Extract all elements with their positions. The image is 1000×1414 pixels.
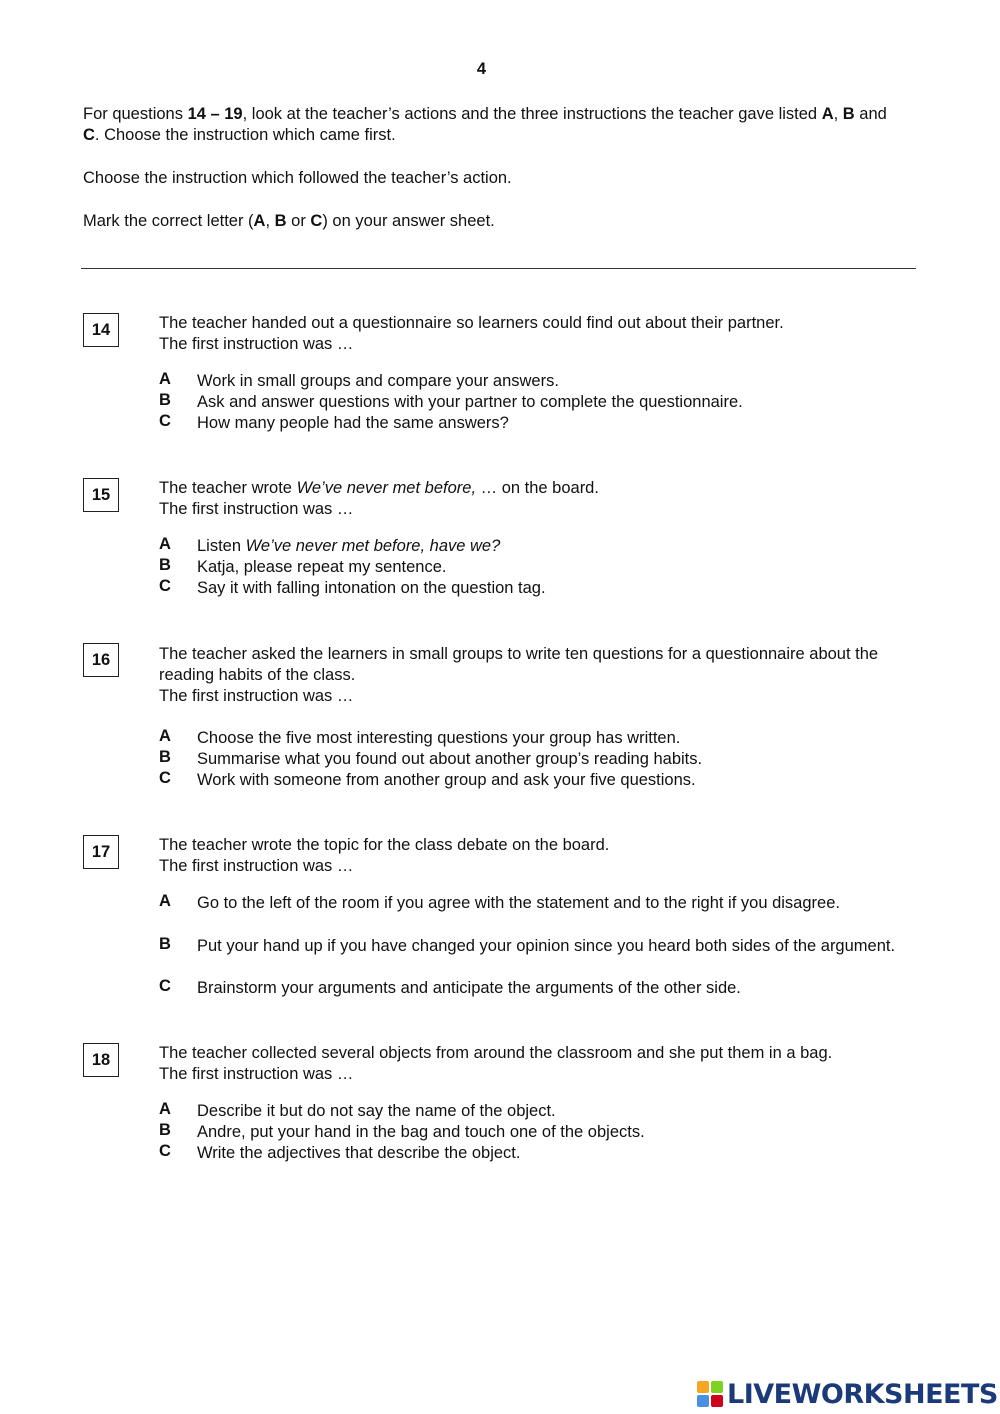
liveworksheets-logo [697,1374,998,1414]
question-number-box: 18 [83,1043,119,1077]
question-stem: The teacher wrote the topic for the class debate on the board. The first instruction was … [159,836,610,875]
question-stem: The teacher collected several objects from around the classroom and she put them in a bag. The first instruction was … [159,1044,833,1083]
divider-line [81,268,916,269]
question-number-box: 17 [83,835,119,869]
logo-text: LIVEWORKSHEETS [727,1378,998,1410]
instructions-line-1: For questions 14 – 19, look at the teacher’s actions and the three instructions the teacher gave listed A, B and C. Choose the instruction which came first. [83,105,887,144]
question-number-box: 14 [83,313,119,347]
question-number-box: 16 [83,643,119,677]
question-stem: The teacher asked the learners in small groups to write ten questions for a questionnaire about the reading habits of the class. The first instruction was … [159,645,879,705]
question-stem: The teacher wrote We’ve never met before, … on the board. The first instruction was … [159,479,599,518]
question-stem: The teacher handed out a questionnaire so learners could find out about their partner. The first instruction was … [159,314,784,353]
instructions-line-2: Choose the instruction which followed the teacher’s action. [83,169,512,187]
page-number: 4 [476,60,487,78]
question-number-box: 15 [83,478,119,512]
instructions-line-3: Mark the correct letter (A, B or C) on your answer sheet. [83,212,495,230]
logo-icon [697,1381,723,1407]
